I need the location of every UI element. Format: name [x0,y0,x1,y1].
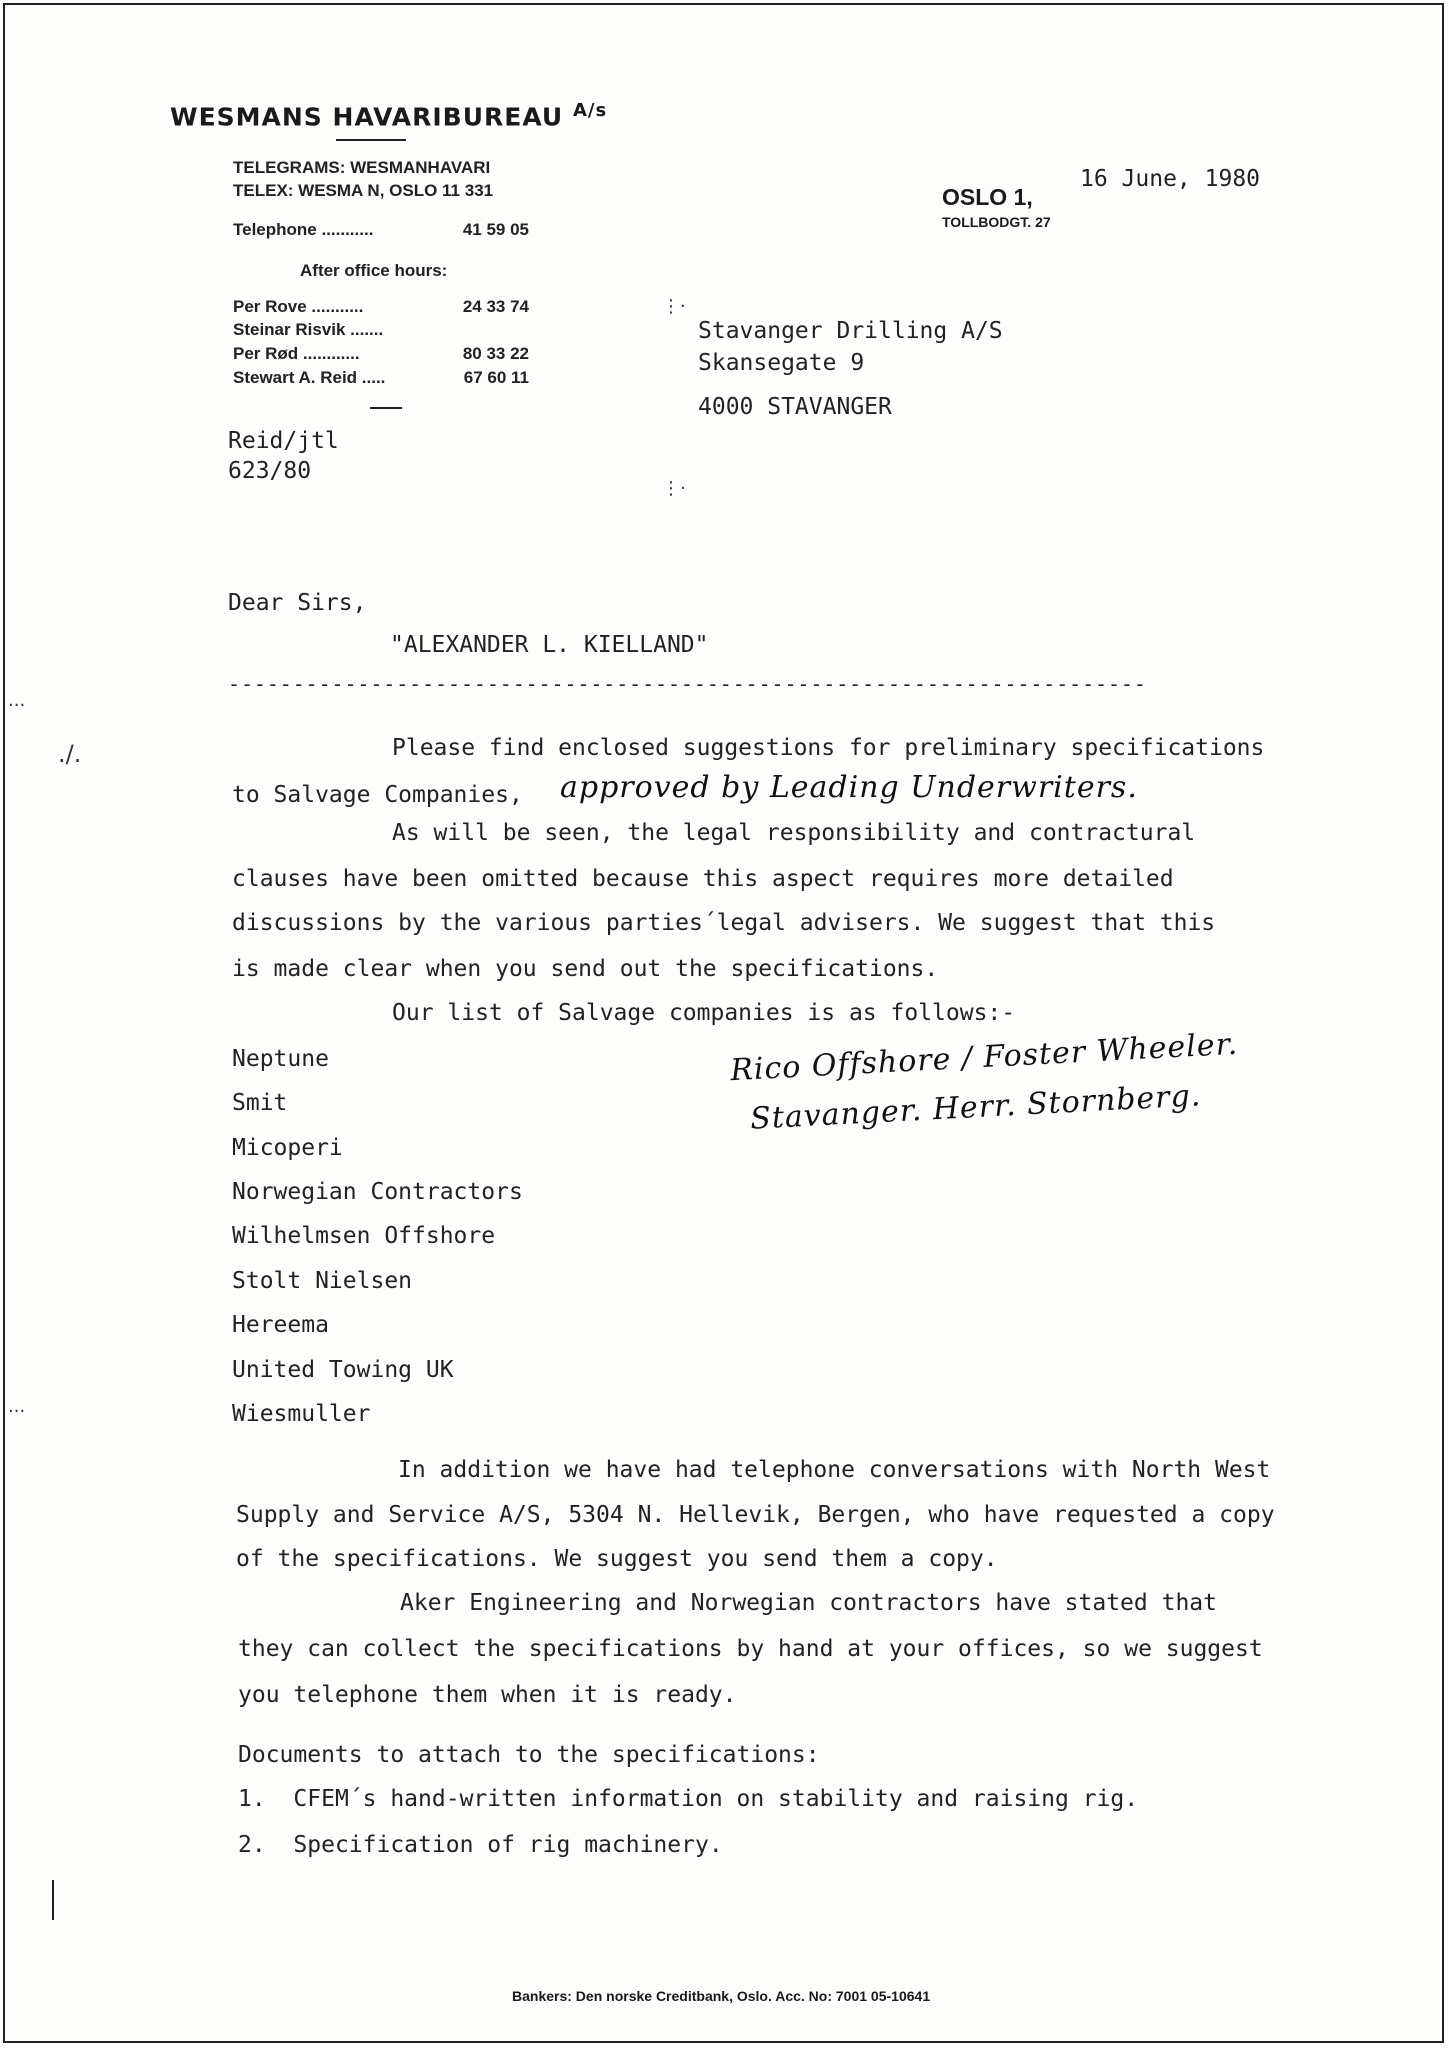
margin-dots: ... [8,1396,26,1417]
paragraph-line: clauses have been omitted because this aspect requires more detailed [232,866,1174,892]
list-item: Norwegian Contractors [232,1179,523,1205]
salutation: Dear Sirs, [228,590,367,616]
telegrams-line: TELEGRAMS: WESMANHAVARI [233,158,491,177]
reference-initials: Reid/jtl [228,428,339,454]
address-corner-mark: ⋮· [662,478,686,499]
paragraph-line: Please find enclosed suggestions for preliminary specifications [392,735,1265,761]
letter-date: 16 June, 1980 [1080,166,1261,192]
documents-heading: Documents to attach to the specifications: [238,1742,820,1768]
office-street: TOLLBODGT. 27 [942,214,1051,230]
paragraph-line: they can collect the specifications by hand at your offices, so we suggest [238,1636,1263,1662]
paragraph-line: to Salvage Companies, [232,782,523,808]
address-corner-mark: ⋮· [662,296,686,317]
list-item: United Towing UK [232,1357,454,1383]
paragraph-line: discussions by the various parties´legal advisers. We suggest that this [232,910,1216,936]
contact-row: Per Rove ........... 24 33 74 [233,297,529,316]
paragraph-line: Aker Engineering and Norwegian contractors have stated that [400,1590,1217,1616]
paragraph-line: is made clear when you send out the specifications. [232,956,939,982]
paragraph-line: Supply and Service A/S, 5304 N. Hellevik, Bergen, who have requested a copy [236,1502,1275,1528]
telephone-line: Telephone ........... 41 59 05 [233,220,529,239]
after-hours-label: After office hours: [300,261,448,280]
document-item: 2. Specification of rig machinery. [238,1832,723,1858]
list-item: Wiesmuller [232,1401,371,1427]
list-item: Micoperi [232,1135,343,1161]
list-item: Hereema [232,1312,329,1338]
handwritten-note: Stavanger. Herr. Stornberg. [749,1078,1203,1137]
paragraph-line: In addition we have had telephone conversations with North West [398,1457,1271,1483]
list-item: Smit [232,1090,288,1116]
document-item: 1. CFEM´s hand-written information on stability and raising rig. [238,1786,1139,1812]
margin-dots: ... [8,690,26,711]
office-city: OSLO 1, [942,184,1033,210]
recipient-city: 4000 STAVANGER [698,394,892,420]
enclosure-mark: ./. [58,740,82,768]
reference-number: 623/80 [228,458,312,484]
subject-underline: ----------------------------------------------------------------------- [228,672,1147,696]
telex-line: TELEX: WESMA N, OSLO 11 331 [233,181,494,200]
recipient-street: Skansegate 9 [698,350,865,376]
paragraph-line: As will be seen, the legal responsibility and contractural [392,820,1196,846]
recipient-company: Stavanger Drilling A/S [698,318,1003,344]
paragraph-line: Our list of Salvage companies is as follows:- [392,1000,1016,1026]
paragraph-line: you telephone them when it is ready. [238,1682,737,1708]
margin-tick [52,1880,54,1920]
list-item: Neptune [232,1046,329,1072]
company-name: WESMANS HAVARIBUREAU $^{A/s}$ [170,100,608,132]
bank-footer: Bankers: Den norske Creditbank, Oslo. Acc. No: 7001 05-10641 [512,1988,931,2004]
contacts-rule [370,407,402,409]
contact-row: Stewart A. Reid ..... 67 60 11 [233,368,529,387]
contact-row: Per Rød ............ 80 33 22 [233,344,529,363]
letterhead-rule [336,139,406,141]
list-item: Stolt Nielsen [232,1268,413,1294]
subject-line: "ALEXANDER L. KIELLAND" [390,632,709,658]
paragraph-line: of the specifications. We suggest you send them a copy. [236,1546,998,1572]
handwritten-annotation: approved by Leading Underwriters. [560,770,1138,805]
handwritten-note: Rico Offshore / Foster Wheeler. [729,1026,1239,1089]
list-item: Wilhelmsen Offshore [232,1223,496,1249]
contact-row: Steinar Risvik ....... [233,320,384,339]
